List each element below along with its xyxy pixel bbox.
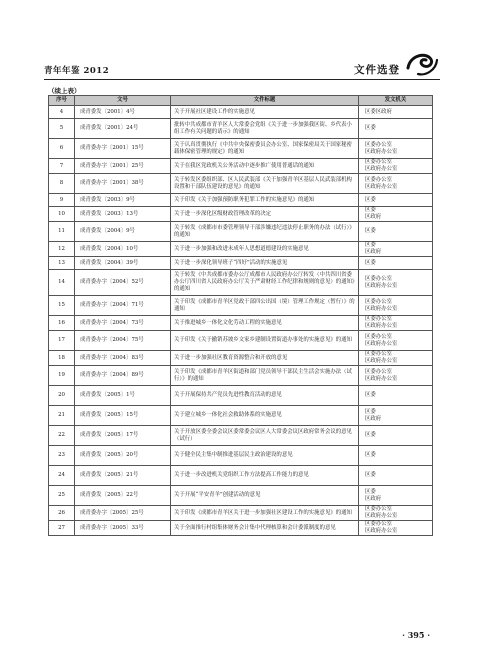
- header-rule: [44, 79, 440, 80]
- row-issuer: 区委 区政府: [359, 242, 433, 257]
- column-header-index: 序号: [49, 96, 75, 106]
- row-issuer: 区委: [359, 194, 433, 207]
- table-row: [49, 521, 433, 536]
- row-index: 10: [49, 207, 75, 222]
- row-issuer: 区委: [359, 257, 433, 270]
- row-index: 14: [49, 270, 75, 296]
- row-doc-number: 成青委发〔2004〕9号: [75, 222, 171, 242]
- row-index: 16: [49, 316, 75, 331]
- row-index: 27: [49, 521, 75, 536]
- row-index: 11: [49, 222, 75, 242]
- row-doc-number: 成青委办字〔2001〕25号: [75, 159, 171, 174]
- row-index: 5: [49, 119, 75, 139]
- row-title: 关于开展“平安青羊”创建活动的意见: [171, 486, 359, 506]
- row-doc-number: 成青委发〔2004〕39号: [75, 257, 171, 270]
- row-index: 12: [49, 242, 75, 257]
- row-issuer: 区委办公室 区政府办公室: [359, 316, 433, 331]
- row-index: 9: [49, 194, 75, 207]
- row-issuer: 区委办公室 区政府办公室: [359, 366, 433, 386]
- table-row: [49, 406, 433, 426]
- row-title: 关于进一步深化领导班子“四好”活动的实施意见: [171, 257, 359, 270]
- row-doc-number: 成青委发〔2005〕15号: [75, 406, 171, 426]
- row-title: 关于转发区委组织部、区人民武装部《关于加强青羊区基层人民武装部机构设置和干部队伍建设的意见》的通知: [171, 174, 359, 194]
- row-doc-number: 成青委发〔2005〕1号: [75, 386, 171, 406]
- table-row: [49, 106, 433, 119]
- row-title: 关于认真贯彻执行《中共中央保密委员会办公室、国家保密局关于国家秘密载体保密管理的规定》的通知: [171, 139, 359, 159]
- row-index: 24: [49, 466, 75, 486]
- row-title: 关于进一步深化区级财政管理改革的决定: [171, 207, 359, 222]
- row-index: 4: [49, 106, 75, 119]
- table-body: [49, 106, 433, 536]
- row-title: 关于全面推行村组集体财务会计集中代理核算和会计委派制度的意见: [171, 521, 359, 536]
- column-header-issuer: 发文机关: [359, 96, 433, 106]
- row-issuer: 区委 区政府: [359, 406, 433, 426]
- table-row: [49, 331, 433, 351]
- row-issuer: 区委办公室 区政府办公室: [359, 331, 433, 351]
- row-issuer: 区委: [359, 426, 433, 446]
- table-row: [49, 270, 433, 296]
- table-row: [49, 257, 433, 270]
- table-row: [49, 386, 433, 406]
- row-issuer: 区委办公室 区政府办公室: [359, 270, 433, 296]
- table-row: [49, 366, 433, 386]
- row-doc-number: 成青委发〔2005〕22号: [75, 486, 171, 506]
- row-doc-number: 成青委发〔2005〕21号: [75, 466, 171, 486]
- yearbook-title: 青年年鉴 2012: [44, 66, 110, 76]
- table-row: [49, 486, 433, 506]
- table-row: [49, 242, 433, 257]
- row-issuer: 区委: [359, 386, 433, 406]
- row-title: 关于印发《成都市青羊区关于进一步加强社区建设工作的实施意见》的通知: [171, 506, 359, 521]
- row-issuer: 区委: [359, 119, 433, 139]
- row-doc-number: 成青委办字〔2004〕52号: [75, 270, 171, 296]
- row-index: 19: [49, 366, 75, 386]
- row-title: 关于印发《关于撤销苏坡乡文家乡建制设置街道办事处的实施意见》的通知: [171, 331, 359, 351]
- row-index: 21: [49, 406, 75, 426]
- row-doc-number: 成青委办字〔2005〕25号: [75, 506, 171, 521]
- row-title: 关于开放区委全委会议区委常委会议区人大常委会议区政府常务会议的意见（试行）: [171, 426, 359, 446]
- row-doc-number: 成青委办字〔2004〕71号: [75, 296, 171, 316]
- table-row: [49, 194, 433, 207]
- column-header-title: 文件标题: [171, 96, 359, 106]
- row-doc-number: 成青委发〔2005〕20号: [75, 446, 171, 466]
- row-doc-number: 成青委办字〔2004〕73号: [75, 316, 171, 331]
- row-index: 26: [49, 506, 75, 521]
- row-doc-number: 成青委办字〔2001〕15号: [75, 139, 171, 159]
- table-header-row: [49, 96, 433, 106]
- row-issuer: 区委: [359, 446, 433, 466]
- row-doc-number: 成青委办字〔2004〕89号: [75, 366, 171, 386]
- row-issuer: 区委: [359, 466, 433, 486]
- table-row: [49, 139, 433, 159]
- row-title: 关于进一步加强社区教育资源整合和开放的意见: [171, 351, 359, 366]
- table-row: [49, 426, 433, 446]
- row-title: 关于进一步改进机关党组织工作方法提高工作能力的意见: [171, 466, 359, 486]
- row-doc-number: 成青委发〔2001〕4号: [75, 106, 171, 119]
- section-title: 文件选登: [354, 64, 400, 76]
- row-index: 17: [49, 331, 75, 351]
- row-index: 6: [49, 139, 75, 159]
- row-doc-number: 成青委办字〔2001〕38号: [75, 174, 171, 194]
- row-title: 关于转发《成都市市委管理领导干部涉嫌违纪违法停止职务的办法（试行）》的通知: [171, 222, 359, 242]
- row-issuer: 区委区政府: [359, 106, 433, 119]
- row-index: 8: [49, 174, 75, 194]
- row-doc-number: 成青委发〔2003〕13号: [75, 207, 171, 222]
- row-issuer: 区委 区政府: [359, 486, 433, 506]
- row-index: 25: [49, 486, 75, 506]
- row-doc-number: 成青委发〔2005〕17号: [75, 426, 171, 446]
- row-issuer: 区委: [359, 222, 433, 242]
- row-index: 20: [49, 386, 75, 406]
- column-header-doc-number: 文号: [75, 96, 171, 106]
- table-row: [49, 159, 433, 174]
- row-doc-number: 成青委发〔2001〕24号: [75, 119, 171, 139]
- row-title: 关于转发《中共成都市委办公厅成都市人民政府办公厅转发（中共四川省委办公厅四川省人民政府办公厅关于严肃财经工作纪律和规则的意见）的通知》的通知: [171, 270, 359, 296]
- row-title: 关于建立城乡一体化社会救助体系的实施意见: [171, 406, 359, 426]
- table-row: [49, 446, 433, 466]
- row-title: 关于印发《成都市青羊区街道和部门党员领导干部民主生活会实施办法（试行）》的通知: [171, 366, 359, 386]
- table-row: [49, 222, 433, 242]
- row-title: 关于开展社区建设工作的实施意见: [171, 106, 359, 119]
- row-title: 关于开展保持共产党员先进性教育活动的意见: [171, 386, 359, 406]
- row-doc-number: 成青委办字〔2004〕83号: [75, 351, 171, 366]
- page-header: [44, 58, 440, 80]
- table-row: [49, 119, 433, 139]
- row-title: 关于进一步加强和改进未成年人思想道德建设的实施意见: [171, 242, 359, 257]
- row-title: 批转中共成都市青羊区人大常委会党组《关于进一步加强我区街、乡代表小组工作有关问题的请示》的通知: [171, 119, 359, 139]
- table-row: [49, 506, 433, 521]
- row-index: 15: [49, 296, 75, 316]
- row-doc-number: 成青委发〔2003〕9号: [75, 194, 171, 207]
- row-issuer: 区委办公室 区政府办公室: [359, 174, 433, 194]
- row-issuer: 区委 区政府: [359, 207, 433, 222]
- document-table: [48, 95, 433, 536]
- row-doc-number: 成青委办字〔2004〕75号: [75, 331, 171, 351]
- table-row: [49, 466, 433, 486]
- row-title: 关于印发《关于加强预防职务犯罪工作的实施意见》的通知: [171, 194, 359, 207]
- row-title: 关于印发《成都市青羊区党政干部四公出国（境）管理工作规定（暂行）》的通知: [171, 296, 359, 316]
- row-index: 23: [49, 446, 75, 466]
- row-issuer: 区委办公室 区政府办公室: [359, 506, 433, 521]
- row-issuer: 区委办公室 区政府办公室: [359, 139, 433, 159]
- swirl-logo-icon: [404, 48, 440, 78]
- table-row: [49, 316, 433, 331]
- table-row: [49, 296, 433, 316]
- row-title: 关于推进城乡一体化文化劳动工程的实施意见: [171, 316, 359, 331]
- row-issuer: 区委办公室 区政府办公室: [359, 351, 433, 366]
- row-doc-number: 成青委发〔2004〕10号: [75, 242, 171, 257]
- row-issuer: 区委办公室 区政府办公室: [359, 296, 433, 316]
- row-doc-number: 成青委办字〔2005〕33号: [75, 521, 171, 536]
- row-index: 22: [49, 426, 75, 446]
- row-index: 7: [49, 159, 75, 174]
- row-issuer: 区委办公室 区政府办公室: [359, 159, 433, 174]
- row-index: 18: [49, 351, 75, 366]
- table-row: [49, 351, 433, 366]
- page-number: · 395 ·: [402, 630, 430, 640]
- row-title: 关于健全民主集中制推进基层民主政治建设的意见: [171, 446, 359, 466]
- row-index: 13: [49, 257, 75, 270]
- row-title: 关于在我区党政机关公务活动中逐步推广使用普通话的通知: [171, 159, 359, 174]
- table-row: [49, 207, 433, 222]
- table-row: [49, 174, 433, 194]
- continued-label: （续上表）: [48, 87, 81, 95]
- row-issuer: 区委办公室 区政府办公室: [359, 521, 433, 536]
